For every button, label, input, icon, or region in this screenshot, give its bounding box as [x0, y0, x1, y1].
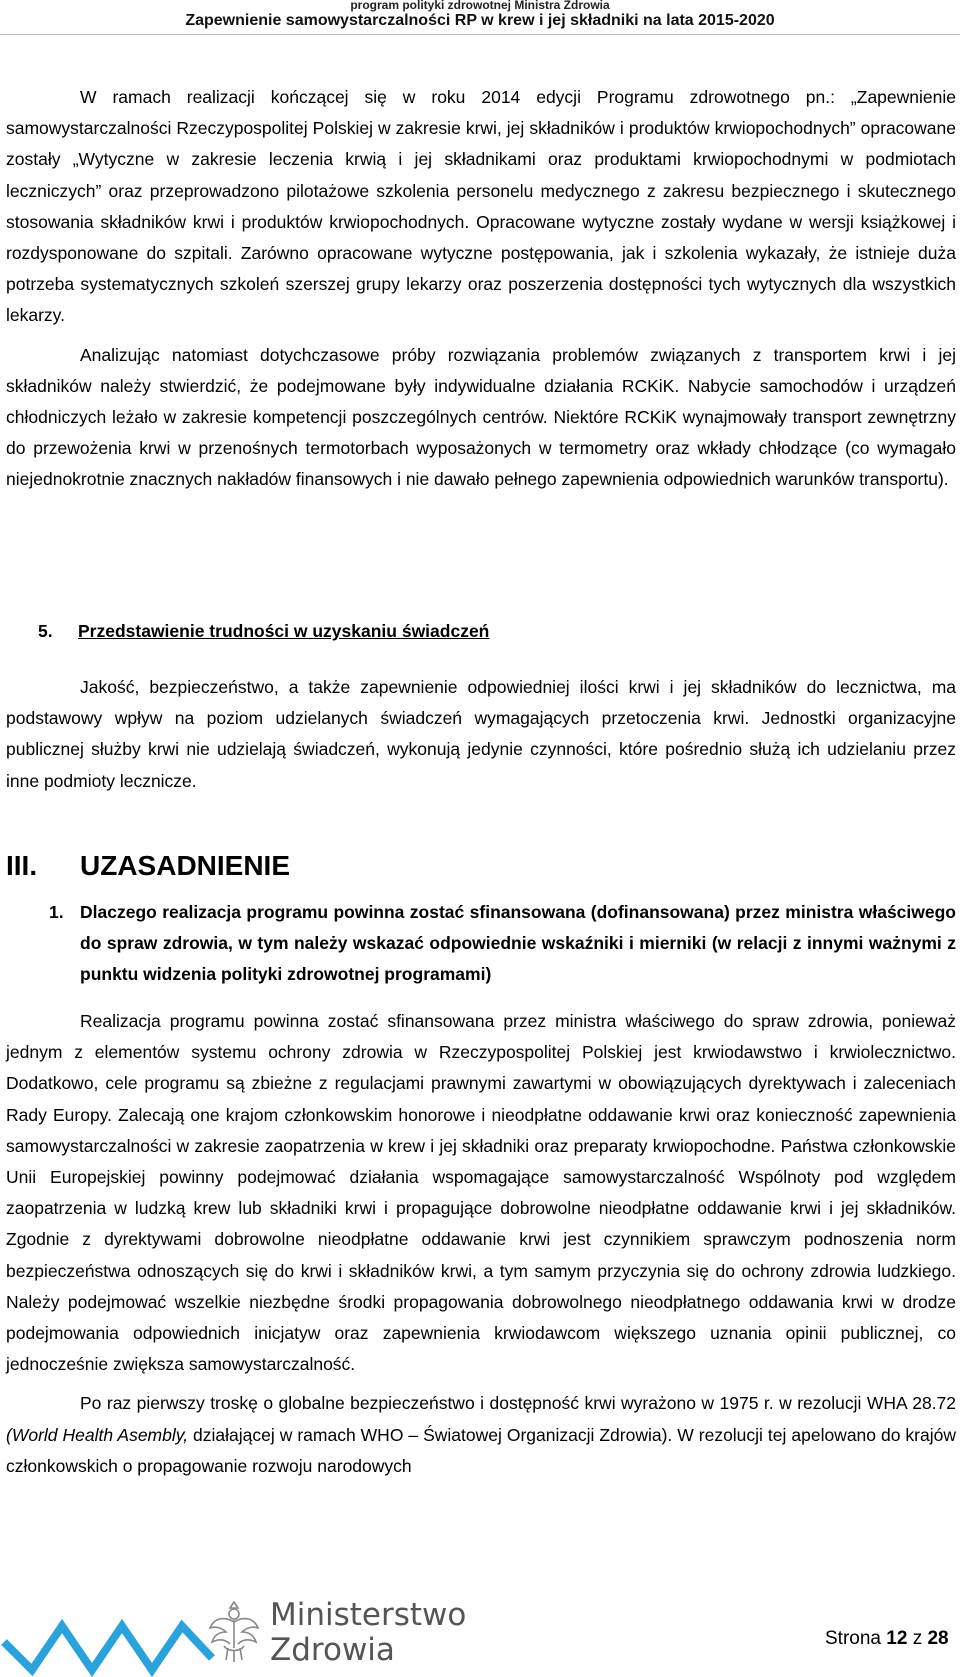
section-III-body — [6, 1006, 956, 1482]
paragraph-2-part-a: Po raz pierwszy troskę o globalne bezpieczeństwo i dostępność krwi wyrażono w 1975 r. w rezolucji WHA 28.72 — [80, 1393, 956, 1414]
eagle-emblem-icon — [206, 1596, 262, 1666]
ministry-name — [270, 1598, 466, 1668]
paragraph-1: W ramach realizacji kończącej się w roku 2014 edycji Programu zdrowotnego pn.: „Zapewnienie samowystarczalności Rzeczypospolitej Polskiej w zakresie krwi, jej składników i produktów krwiopochodnych” opracowane zostały „Wytyczne w zakresie leczenia krwią i jej składnikami oraz produktami krwiopochodnymi w podmiotach leczniczych” oraz przeprowadzono pilotażowe szkolenia personelu medycznego z zakresu bezpiecznego i skutecznego stosowania składników krwi i produktów krwiopochodnych. Opracowane wytyczne zostały wydane w wersji książkowej i rozdysponowane do szpitali. Zarówno opracowane wytyczne postępowania, jak i szkolenia wykazały, że istnieje duża potrzeba systematycznych szkoleń szerszej grupy lekarzy oraz poszerzenia dostępności tych wytycznych dla wszystkich lekarzy. — [6, 87, 956, 326]
section-III-title: UZASADNIENIE — [80, 850, 291, 881]
header-line-1: program polityki zdrowotnej Ministra Zdrowia — [350, 0, 610, 12]
intro-section — [6, 82, 956, 496]
paragraph-2: Analizując natomiast dotychczasowe próby rozwiązania problemów związanych z transportem krwi i jej składników należy stwierdzić, że podejmowane były indywidualne działania RCKiK. Nabycie samochodów i urządzeń chłodniczych leżało w zakresie kompetencji poszczególnych centrów. Niektóre RCKiK wynajmowały transport zewnętrzny do przewożenia krwi w przenośnych termotorbach wyposażonych w termometry oraz wkłady chłodzące (co wymagało niejednokrotnie znacznych nakładów finansowych i nie dawało pełnego zapewnienia odpowiednich warunków transportu). — [6, 344, 956, 490]
section-5-body — [6, 672, 956, 797]
section-5-number: 5. — [38, 621, 53, 641]
page-footer — [0, 1588, 960, 1677]
question-1-title: Dlaczego realizacja programu powinna zostać sfinansowana (dofinansowana) przez ministra właściwego do spraw zdrowia, w tym należy wskazać odpowiednie wskaźniki i mierniki (w relacji z innymi ważnymi z punktu widzenia polityki zdrowotnej programami) — [80, 902, 956, 985]
header-divider — [0, 34, 960, 35]
section-III-heading — [6, 850, 290, 882]
page-label: Strona — [825, 1628, 881, 1649]
page-number — [825, 1628, 949, 1650]
page-of: z — [912, 1628, 923, 1649]
section-III-number: III. — [6, 850, 38, 881]
ministry-name-line-1: Ministerstwo — [270, 1597, 467, 1633]
section-5-heading — [38, 621, 489, 642]
section-5-paragraph: Jakość, bezpieczeństwo, a także zapewnienie odpowiedniej ilości krwi i jej składników do lecznictwa, ma podstawowy wpływ na poziom udzielanych świadczeń wymagających przetoczenia krwi. Jednostki organizacyjne publicznej służby krwi nie udzielają świadczeń, wykonują jedynie czynności, które pośrednio służą ich udzielaniu przez inne podmioty lecznicze. — [6, 677, 956, 791]
page-current: 12 — [886, 1628, 908, 1649]
paragraph-2-part-b: działającej w ramach WHO – Światowej Organizacji Zdrowia). W rezolucji tej apelowano do krajów członkowskich o propagowanie rozwoju narodowych — [6, 1424, 956, 1476]
header-line-2: Zapewnienie samowystarczalności RP w krew i jej składniki na lata 2015-2020 — [185, 12, 775, 29]
page-total: 28 — [927, 1628, 949, 1649]
section-III-paragraph-1: Realizacja programu powinna zostać sfinansowana przez ministra właściwego do spraw zdrowia, ponieważ jednym z elementów systemu ochrony zdrowia w Rzeczypospolitej Polskiej jest krwiodawstwo i krwiolecznictwo. Dodatkowo, cele programu są zbieżne z regulacjami prawnymi zawartymi w obowiązujących dyrektywach i zaleceniach Rady Europy. Zalecają one krajom członkowskim honorowe i nieodpłatne oddawanie krwi oraz konieczność zapewnienia samowystarczalności w zakresie zaopatrzenia w krew i jej składniki oraz preparaty krwiopochodne. Państwa członkowskie Unii Europejskiej powinny podejmować działania wspomagające samowystarczalność Wspólnoty pod względem zaopatrzenia w ludzką krew lub składniki krwi i propagujące dobrowolne nieodpłatne oddawanie krwi i jej składników. Zgodnie z dyrektywami dobrowolne nieodpłatne oddawanie krwi jest czynnikiem sprawczym podnoszenia norm bezpieczeństwa odnoszących się do krwi i składników krwi, a tym samym przyczynia się do ochrony zdrowia ludzkiego. Należy podejmować wszelkie niezbędne środki propagowania dobrowolnego nieodpłatnego oddawania krwi w drodze podejmowania odpowiednich inicjatyw oraz zapewnienia krwiodawcom większego uznania opinii publicznej, co jednocześnie zwiększa samowystarczalność. — [6, 1011, 956, 1375]
paragraph-2-italic: (World Health Asembly, — [6, 1424, 189, 1445]
section-5-title: Przedstawienie trudności w uzyskaniu świadczeń — [78, 621, 490, 641]
question-1-heading — [49, 897, 956, 991]
question-1-number: 1. — [49, 902, 64, 922]
ministry-logo-icon — [0, 1588, 220, 1677]
section-III-paragraph-2 — [6, 1388, 956, 1482]
ministry-name-line-2: Zdrowia — [270, 1632, 395, 1668]
